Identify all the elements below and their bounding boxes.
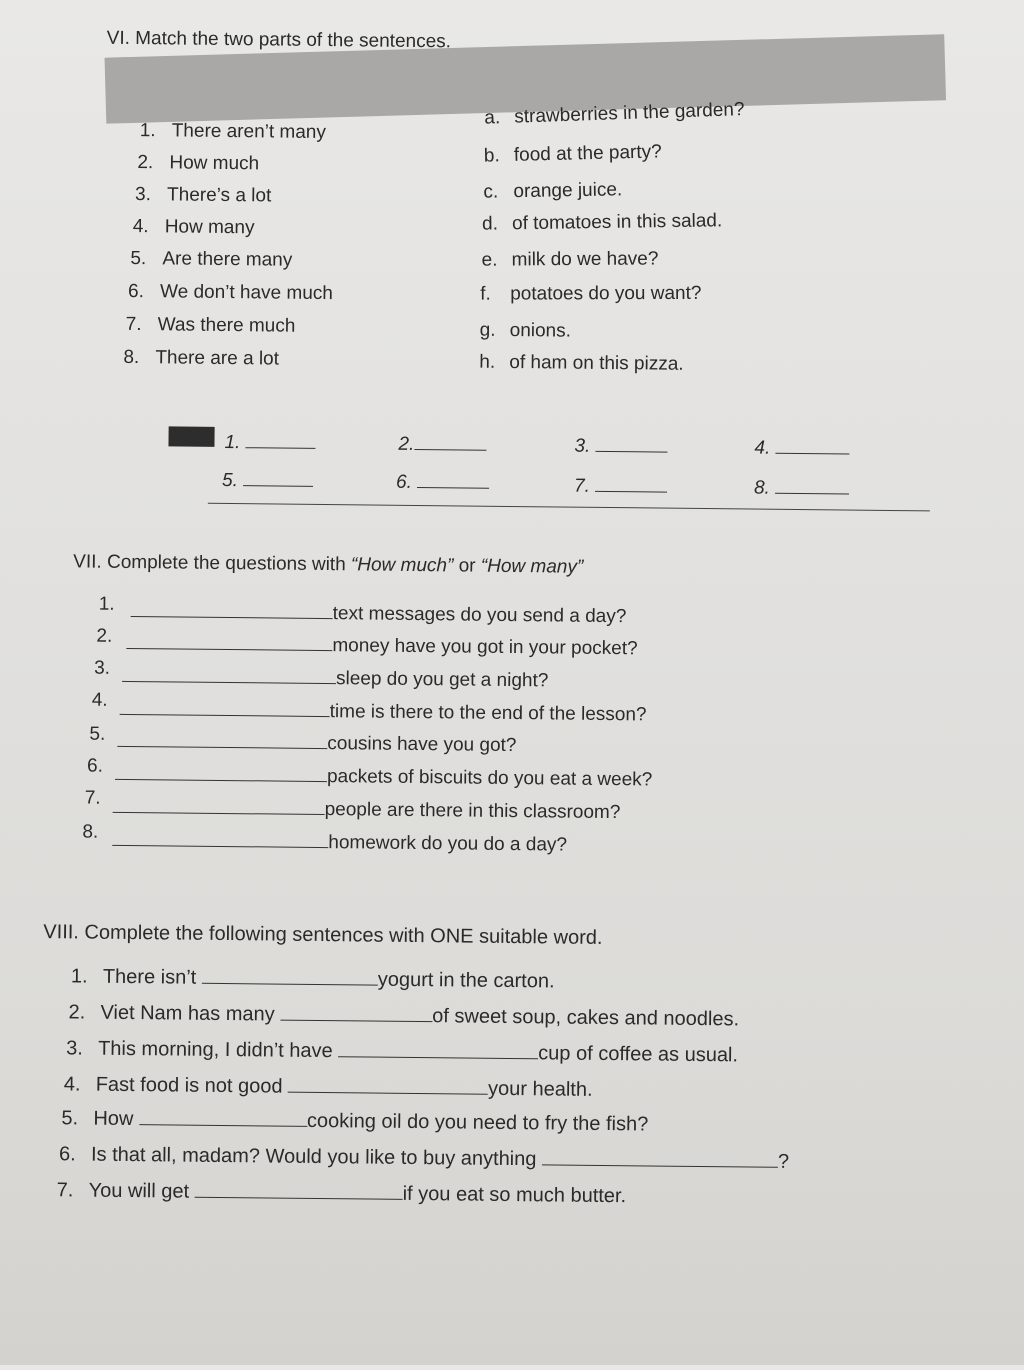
black-marker <box>168 426 214 446</box>
section-divider <box>208 503 930 512</box>
question-blank[interactable] <box>120 698 330 717</box>
question-item: 1. <box>98 593 115 615</box>
answer-slot[interactable]: 7. <box>574 475 667 499</box>
question-item: time is there to the end of the lesson? <box>120 698 647 727</box>
question-item: money have you got in your pocket? <box>126 632 637 660</box>
question-blank[interactable] <box>113 796 325 815</box>
sentence-item: 6. Is that all, madam? Would you like to buy anything ? <box>58 1143 790 1173</box>
question-item: text messages do you send a day? <box>131 600 627 628</box>
question-item: 7. <box>84 787 101 809</box>
question-item: 6. <box>86 755 104 777</box>
match-right-item: f. potatoes do you want? <box>480 282 702 305</box>
answer-slot[interactable]: 6. <box>396 471 489 495</box>
sentence-item: 7. You will get if you eat so much butter. <box>56 1179 627 1208</box>
sentence-blank[interactable] <box>280 1004 432 1023</box>
answer-blank[interactable] <box>246 431 316 449</box>
match-left-item: 5. Are there many <box>130 247 293 271</box>
question-item: 3. <box>94 657 111 679</box>
section-6-title: VI. Match the two parts of the sentences. <box>106 27 452 53</box>
question-item: people are there in this classroom? <box>113 796 621 824</box>
question-item: 2. <box>96 625 113 647</box>
answer-slot[interactable]: 8. <box>754 477 849 501</box>
match-left-item: 2. How much <box>137 152 260 175</box>
question-blank[interactable] <box>112 829 328 848</box>
match-right-item: c. orange juice. <box>483 179 623 203</box>
sentence-blank[interactable] <box>202 967 378 986</box>
section-7-title: VII. Complete the questions with “How much” or “How many” <box>73 551 584 578</box>
answer-slot[interactable]: 1. <box>224 431 315 455</box>
question-blank[interactable] <box>117 730 327 749</box>
match-left-item: 1. There aren’t many <box>139 120 327 144</box>
question-blank[interactable] <box>115 763 327 782</box>
answer-blank[interactable] <box>417 471 489 489</box>
question-item: homework do you do a day? <box>112 829 567 857</box>
match-right-item: g. onions. <box>479 319 572 342</box>
question-blank[interactable] <box>131 600 333 619</box>
answer-slot[interactable]: 3. <box>574 435 667 459</box>
sentence-blank[interactable] <box>288 1076 488 1095</box>
answer-blank[interactable] <box>243 469 313 487</box>
answer-slot[interactable]: 4. <box>754 437 849 461</box>
match-right-item: d. of tomatoes in this salad. <box>481 210 723 235</box>
sentence-item: 3. This morning, I didn’t have cup of coffee as usual. <box>66 1037 739 1067</box>
question-item: cousins have you got? <box>117 730 516 757</box>
sentence-item: 4. Fast food is not good your health. <box>63 1073 593 1101</box>
question-item: packets of biscuits do you eat a week? <box>115 763 653 792</box>
match-right-item: e. milk do we have? <box>481 248 659 271</box>
sentence-blank[interactable] <box>195 1181 403 1200</box>
answer-blank[interactable] <box>414 433 486 451</box>
sentence-blank[interactable] <box>139 1108 307 1127</box>
match-left-item: 6. We don’t have much <box>127 280 334 305</box>
match-left-item: 3. There’s a lot <box>134 184 272 207</box>
sentence-blank[interactable] <box>338 1040 538 1059</box>
answer-blank[interactable] <box>595 475 667 493</box>
answer-blank[interactable] <box>596 435 668 453</box>
match-right-item: a. strawberries in the garden? <box>484 99 745 129</box>
match-left-item: 4. How many <box>132 216 255 239</box>
match-right-item: h. of ham on this pizza. <box>479 351 684 375</box>
answer-slot[interactable]: 5. <box>222 469 313 493</box>
sentence-item: 2. Viet Nam has many of sweet soup, cakes and noodles. <box>68 1001 740 1031</box>
question-item: 8. <box>82 821 99 843</box>
sentence-item: 5. How cooking oil do you need to fry the fish? <box>61 1107 649 1136</box>
sentence-blank[interactable] <box>542 1148 778 1167</box>
match-left-item: 8. There are a lot <box>123 346 280 370</box>
sentence-item: 1. There isn’t yogurt in the carton. <box>70 965 555 993</box>
question-item: sleep do you get a night? <box>122 665 549 692</box>
answer-slot[interactable]: 2. <box>398 433 486 457</box>
answer-blank[interactable] <box>775 477 849 495</box>
match-left-item: 7. Was there much <box>125 313 296 337</box>
question-blank[interactable] <box>126 632 332 651</box>
section-8-title: VIII. Complete the following sentences with ONE suitable word. <box>43 921 603 949</box>
question-item: 4. <box>91 689 108 711</box>
question-item: 5. <box>89 723 106 745</box>
match-right-item: b. food at the party? <box>483 141 662 167</box>
answer-blank[interactable] <box>776 437 850 455</box>
question-blank[interactable] <box>122 665 336 684</box>
